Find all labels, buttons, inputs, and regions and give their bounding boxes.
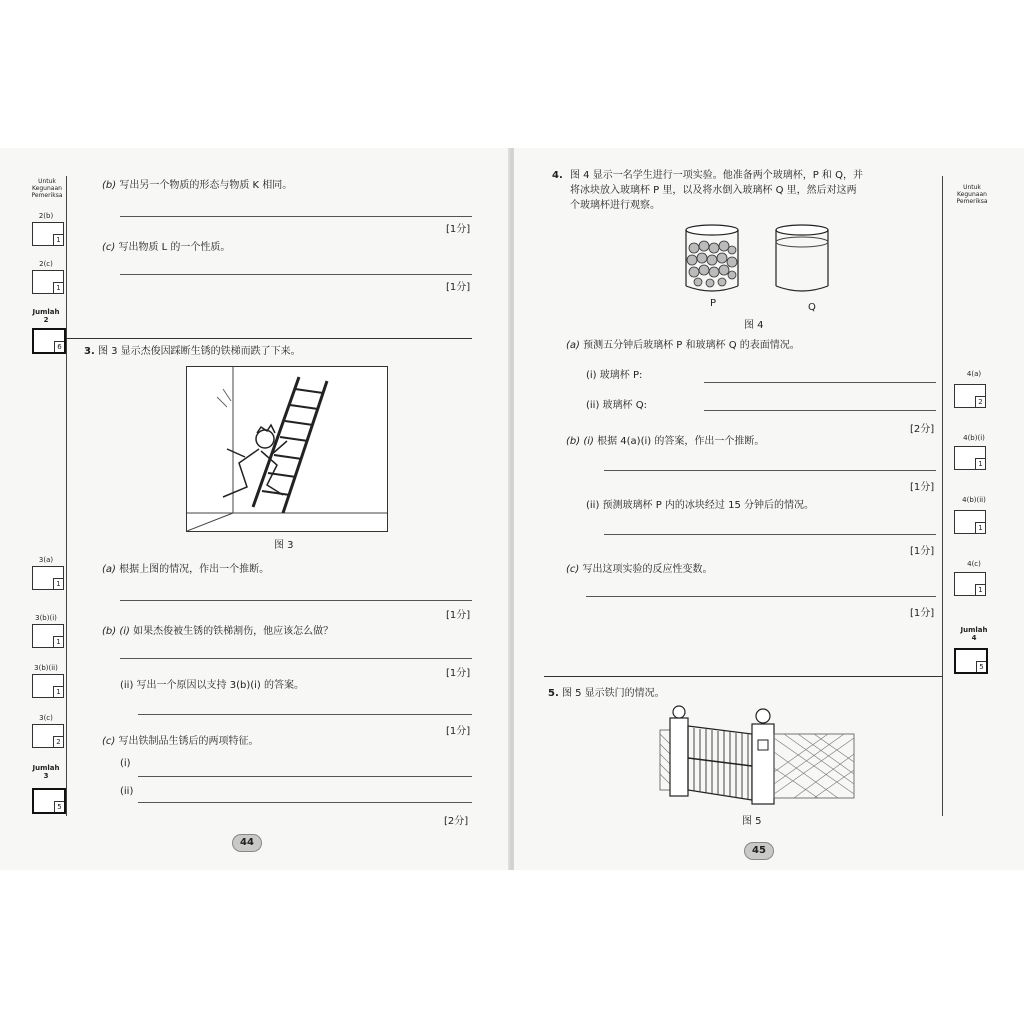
- q2c-text: 写出物质 L 的一个性质。: [118, 242, 231, 253]
- q4bii: [586, 500, 814, 512]
- beaker-q-label: Q: [808, 302, 816, 313]
- q3a-label: (a): [102, 564, 116, 575]
- figure-4-beakers: [682, 220, 838, 314]
- q3c-label: (c): [102, 736, 116, 747]
- q3bii: [120, 680, 304, 692]
- margin-rule: [942, 176, 943, 816]
- q4c: [566, 564, 713, 576]
- score-label: 2(c): [39, 260, 53, 268]
- score-max: 1: [53, 578, 63, 589]
- q4c-text: 写出这项实验的反应性变数。: [582, 564, 713, 575]
- page-number: 45: [744, 842, 774, 860]
- q3bi: [102, 626, 333, 638]
- total-label: Jumlah 4: [960, 626, 988, 642]
- score-box[interactable]: [32, 270, 64, 294]
- examiner-header-line: Pemeriksa: [956, 198, 988, 205]
- score-box[interactable]: [954, 510, 986, 534]
- section-divider: [544, 676, 942, 677]
- answer-line[interactable]: [704, 382, 936, 383]
- examiner-header-line: Untuk: [963, 184, 981, 191]
- marks-q4bi: [1分]: [910, 482, 935, 493]
- q4bi-text: 根据 4(a)(i) 的答案，作出一个推断。: [597, 436, 765, 447]
- figure-4-caption: 图 4: [744, 320, 764, 331]
- score-max: 1: [53, 636, 63, 647]
- q4bii-label: (ii): [586, 500, 600, 511]
- total-label: Jumlah 2: [32, 308, 60, 324]
- q3bi-label: (b) (i): [102, 626, 130, 637]
- marks-q2b: [1分]: [446, 224, 471, 235]
- page-number: 44: [232, 834, 262, 852]
- left-page: [0, 148, 510, 870]
- answer-line[interactable]: [704, 410, 936, 411]
- q2c-label: (c): [102, 242, 116, 253]
- score-box[interactable]: [954, 446, 986, 470]
- score-label: 4(b)(ii): [962, 496, 986, 504]
- q2b-text: 写出另一个物质的形态与物质 K 相同。: [119, 180, 293, 191]
- q4bii-text: 预测玻璃杯 P 内的冰块经过 15 分钟后的情况。: [602, 500, 815, 511]
- answer-line[interactable]: [120, 216, 472, 217]
- score-max: 1: [975, 458, 985, 469]
- q3-number: 3.: [84, 346, 95, 357]
- score-box[interactable]: [32, 674, 64, 698]
- figure-5-iron-gate: [658, 704, 858, 808]
- q5-number: 5.: [548, 688, 559, 699]
- examiner-header-line: Pemeriksa: [31, 192, 63, 199]
- score-label: 4(b)(i): [963, 434, 985, 442]
- total-box[interactable]: [954, 648, 988, 674]
- score-max: 1: [975, 584, 985, 595]
- q4-text-line: 将冰块放入玻璃杯 P 里，以及将水倒入玻璃杯 Q 里，然后对这两: [570, 185, 857, 196]
- marks-q3bii: [1分]: [446, 726, 471, 737]
- marks-q4c: [1分]: [910, 608, 935, 619]
- figure-3-caption: 图 3: [274, 540, 294, 551]
- q2b-label: (b): [102, 180, 117, 191]
- q4a-sub-i: (i) 玻璃杯 P:: [586, 370, 643, 381]
- q4a-sub-ii: (ii) 玻璃杯 Q:: [586, 400, 647, 411]
- total-box[interactable]: [32, 788, 66, 814]
- q5-text: 图 5 显示铁门的情况。: [561, 688, 665, 699]
- marks-q4bii: [1分]: [910, 546, 935, 557]
- q5: [548, 688, 665, 700]
- q4-number: 4.: [552, 170, 563, 181]
- examiner-header-line: Untuk: [38, 178, 56, 185]
- q4bi-label: (b) (i): [566, 436, 594, 447]
- q3a: [102, 564, 269, 576]
- q3bii-label: (ii): [120, 680, 134, 691]
- score-label: 3(b)(i): [35, 614, 57, 622]
- score-max: 1: [53, 282, 63, 293]
- score-box[interactable]: [32, 222, 64, 246]
- q3c-text: 写出铁制品生锈后的两项特征。: [118, 736, 259, 747]
- q4-text-line: 图 4 显示一名学生进行一项实验。他准备两个玻璃杯，P 和 Q，并: [570, 170, 863, 181]
- q4bi: [566, 436, 764, 448]
- score-max: 5: [976, 661, 986, 672]
- score-label: 4(a): [966, 370, 982, 378]
- total-label: Jumlah 3: [32, 764, 60, 780]
- q3bii-text: 写出一个原因以支持 3(b)(i) 的答案。: [136, 680, 304, 691]
- q2c: [102, 242, 230, 254]
- marks-q2c: [1分]: [446, 282, 471, 293]
- right-page: [514, 148, 1024, 870]
- q3c-sub-i: (i): [120, 758, 131, 769]
- score-max: 1: [53, 686, 63, 697]
- score-max: 2: [975, 396, 985, 407]
- marks-q4a: [2分]: [910, 424, 935, 435]
- q3c: [102, 736, 259, 748]
- score-label: 3(a): [38, 556, 54, 564]
- q4-text-line: 个玻璃杯进行观察。: [570, 200, 660, 211]
- score-label: 4(c): [967, 560, 981, 568]
- score-box[interactable]: [954, 572, 986, 596]
- score-label: 3(b)(ii): [34, 664, 58, 672]
- score-max: 6: [54, 341, 64, 352]
- score-max: 1: [975, 522, 985, 533]
- q4a-text: 预测五分钟后玻璃杯 P 和玻璃杯 Q 的表面情况。: [583, 340, 800, 351]
- q2b: [102, 180, 292, 192]
- figure-5-caption: 图 5: [742, 816, 762, 827]
- total-box[interactable]: [32, 328, 66, 354]
- q3-text: 图 3 显示杰俊因踩断生锈的铁梯而跌了下来。: [97, 346, 301, 357]
- score-max: 2: [53, 736, 63, 747]
- answer-line[interactable]: [120, 600, 472, 601]
- answer-line[interactable]: [120, 658, 472, 659]
- figure-3-ladder-fall: [186, 366, 388, 532]
- q4a: [566, 340, 800, 352]
- score-max: 1: [53, 234, 63, 245]
- score-box[interactable]: [32, 624, 64, 648]
- score-max: 5: [54, 801, 64, 812]
- marks-q3c: [2分]: [444, 816, 469, 827]
- q4-text: [570, 168, 863, 213]
- answer-line[interactable]: [120, 274, 472, 275]
- answer-line[interactable]: [138, 802, 472, 803]
- marks-q3a: [1分]: [446, 610, 471, 621]
- answer-line[interactable]: [604, 470, 936, 471]
- examiner-header: [950, 184, 994, 205]
- examiner-header-line: Kegunaan: [957, 191, 987, 198]
- score-box[interactable]: [954, 384, 986, 408]
- q3bi-text: 如果杰俊被生锈的铁梯割伤，他应该怎么做？: [133, 626, 334, 637]
- margin-rule: [66, 176, 67, 816]
- examiner-header-line: Kegunaan: [32, 185, 62, 192]
- score-label: 2(b): [38, 212, 54, 220]
- score-box[interactable]: [32, 566, 64, 590]
- answer-line[interactable]: [586, 596, 936, 597]
- section-divider: [66, 338, 472, 339]
- answer-line[interactable]: [138, 714, 472, 715]
- answer-line[interactable]: [138, 776, 472, 777]
- marks-q3bi: [1分]: [446, 668, 471, 679]
- q3: [84, 346, 301, 358]
- q4a-label: (a): [566, 340, 580, 351]
- beaker-p-label: P: [710, 298, 717, 309]
- examiner-header: [30, 178, 64, 199]
- q3a-text: 根据上图的情况，作出一个推断。: [119, 564, 270, 575]
- score-box[interactable]: [32, 724, 64, 748]
- answer-line[interactable]: [604, 534, 936, 535]
- q3c-sub-ii: (ii): [120, 786, 134, 797]
- score-label: 3(c): [39, 714, 53, 722]
- q4c-label: (c): [566, 564, 580, 575]
